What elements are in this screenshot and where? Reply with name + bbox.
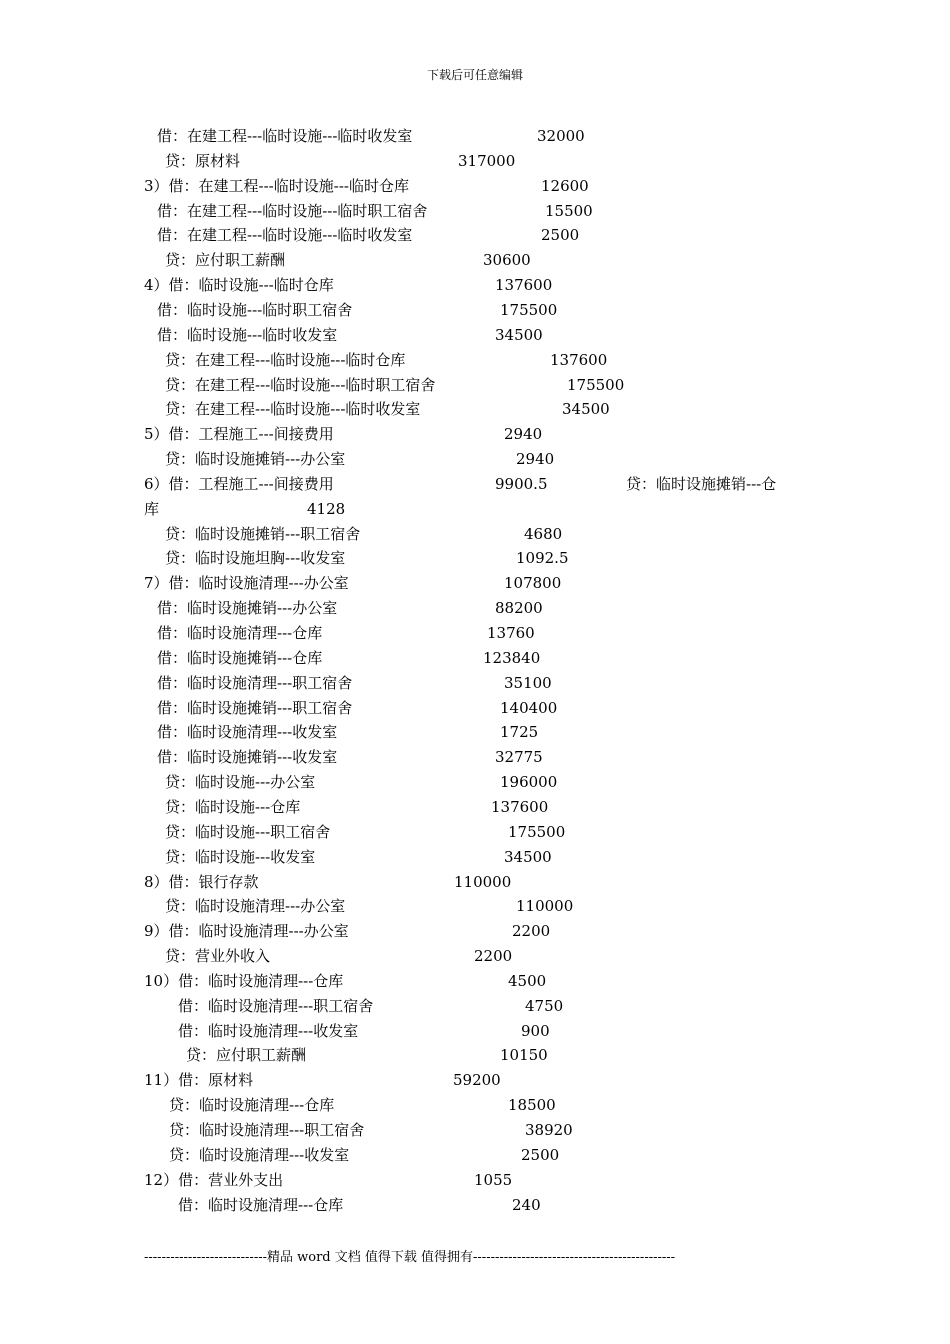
- entry-text: 贷：原材料: [165, 152, 241, 170]
- entry-text: 贷：在建工程---临时设施---临时仓库: [165, 351, 406, 369]
- entry-text: 借：临时设施---临时收发室: [157, 326, 338, 344]
- entry-text: 借：临时设施清理---职工宿舍: [178, 997, 374, 1015]
- entry-text: 12）借：营业外支出: [144, 1171, 284, 1189]
- entry-amount: 34500: [562, 400, 610, 418]
- entry-text: 借：临时设施摊销---职工宿舍: [157, 699, 353, 717]
- entry-amount: 900: [521, 1022, 550, 1040]
- entry-text: 11）借：原材料: [144, 1071, 254, 1089]
- entry-text: 贷：临时设施摊销---职工宿舍: [165, 525, 361, 543]
- entry-text: 借：临时设施清理---收发室: [157, 723, 338, 741]
- entry-text: 借：在建工程---临时设施---临时收发室: [157, 226, 413, 244]
- entry-amount: 38920: [525, 1121, 573, 1139]
- entry-amount: 4128: [307, 500, 346, 518]
- entry-text: 贷：临时设施清理---收发室: [169, 1146, 350, 1164]
- entry-text: 借：临时设施清理---收发室: [178, 1022, 359, 1040]
- entry-text: 贷：应付职工薪酬: [186, 1046, 307, 1064]
- entry-amount: 10150: [500, 1046, 548, 1064]
- entry-amount: 30600: [483, 251, 531, 269]
- page-header: 下载后可任意编辑: [426, 68, 523, 82]
- entry-text: 6）借：工程施工---间接费用: [144, 475, 334, 493]
- entry-text: 贷：临时设施清理---办公室: [165, 897, 346, 915]
- entry-amount: 175500: [508, 823, 566, 841]
- entry-text: 贷：临时设施摊销---办公室: [165, 450, 346, 468]
- entry-amount: 4680: [524, 525, 563, 543]
- entry-text: 贷：临时设施---职工宿舍: [165, 823, 331, 841]
- entry-amount: 140400: [500, 699, 558, 717]
- entry-amount: 1725: [500, 723, 539, 741]
- entry-text: 借：在建工程---临时设施---临时职工宿舍: [157, 202, 428, 220]
- entry-text: 贷：临时设施---办公室: [165, 773, 316, 791]
- entry-amount: 12600: [541, 177, 589, 195]
- entry-amount: 2200: [474, 947, 513, 965]
- entry-amount: 123840: [483, 649, 541, 667]
- entry-amount: 59200: [453, 1071, 501, 1089]
- entry-text: 贷：营业外收入: [165, 947, 271, 965]
- entry-amount: 1092.5: [516, 549, 569, 567]
- entry-extra-text: 贷：临时设施摊销---仓: [626, 475, 777, 493]
- entry-text: 借：临时设施清理---仓库: [157, 624, 323, 642]
- entry-text: 贷：在建工程---临时设施---临时职工宿舍: [165, 376, 436, 394]
- entry-text: 贷：临时设施清理---职工宿舍: [169, 1121, 365, 1139]
- entry-text: 借：临时设施摊销---办公室: [157, 599, 338, 617]
- entry-text: 库: [144, 500, 160, 518]
- entry-amount: 4750: [525, 997, 564, 1015]
- entry-amount: 107800: [504, 574, 562, 592]
- entry-amount: 175500: [500, 301, 558, 319]
- entry-amount: 2200: [512, 922, 551, 940]
- entry-text: 贷：临时设施坦胸---收发室: [165, 549, 346, 567]
- entry-amount: 32775: [495, 748, 543, 766]
- entry-text: 3）借：在建工程---临时设施---临时仓库: [144, 177, 409, 195]
- entry-text: 9）借：临时设施清理---办公室: [144, 922, 349, 940]
- entry-amount: 9900.5: [495, 475, 548, 493]
- entry-amount: 88200: [495, 599, 543, 617]
- entry-amount: 2500: [541, 226, 580, 244]
- entry-text: 借：临时设施摊销---收发室: [157, 748, 338, 766]
- entry-text: 借：临时设施摊销---仓库: [157, 649, 323, 667]
- entry-amount: 137600: [550, 351, 608, 369]
- entry-text: 7）借：临时设施清理---办公室: [144, 574, 349, 592]
- entry-amount: 110000: [454, 873, 512, 891]
- entry-text: 5）借：工程施工---间接费用: [144, 425, 334, 443]
- entry-amount: 137600: [491, 798, 549, 816]
- entry-amount: 2940: [516, 450, 555, 468]
- entry-amount: 4500: [508, 972, 547, 990]
- entry-amount: 32000: [537, 127, 585, 145]
- entry-text: 贷：应付职工薪酬: [165, 251, 286, 269]
- entry-text: 借：临时设施清理---仓库: [178, 1196, 344, 1214]
- entry-amount: 15500: [545, 202, 593, 220]
- entry-text: 借：临时设施---临时职工宿舍: [157, 301, 353, 319]
- entry-text: 8）借：银行存款: [144, 873, 259, 891]
- entry-text: 贷：临时设施清理---仓库: [169, 1096, 335, 1114]
- entry-text: 借：在建工程---临时设施---临时收发室: [157, 127, 413, 145]
- entry-text: 贷：临时设施---收发室: [165, 848, 316, 866]
- entry-amount: 2940: [504, 425, 543, 443]
- entry-text: 贷：在建工程---临时设施---临时收发室: [165, 400, 421, 418]
- entry-amount: 35100: [504, 674, 552, 692]
- entry-amount: 175500: [567, 376, 625, 394]
- page-footer: ----------------------------精品 word 文档 值得下载 值得拥有----------------------------------------------: [144, 1250, 676, 1265]
- entry-amount: 110000: [516, 897, 574, 915]
- entry-text: 10）借：临时设施清理---仓库: [144, 972, 344, 990]
- entry-amount: 18500: [508, 1096, 556, 1114]
- entry-amount: 196000: [500, 773, 558, 791]
- entry-text: 贷：临时设施---仓库: [165, 798, 301, 816]
- entry-text: 借：临时设施清理---职工宿舍: [157, 674, 353, 692]
- entry-amount: 317000: [458, 152, 516, 170]
- entry-amount: 2500: [521, 1146, 560, 1164]
- entry-text: 4）借：临时设施---临时仓库: [144, 276, 334, 294]
- entry-amount: 13760: [487, 624, 535, 642]
- entry-amount: 1055: [474, 1171, 513, 1189]
- entry-amount: 34500: [504, 848, 552, 866]
- entry-amount: 137600: [495, 276, 553, 294]
- entry-amount: 34500: [495, 326, 543, 344]
- entry-amount: 240: [512, 1196, 541, 1214]
